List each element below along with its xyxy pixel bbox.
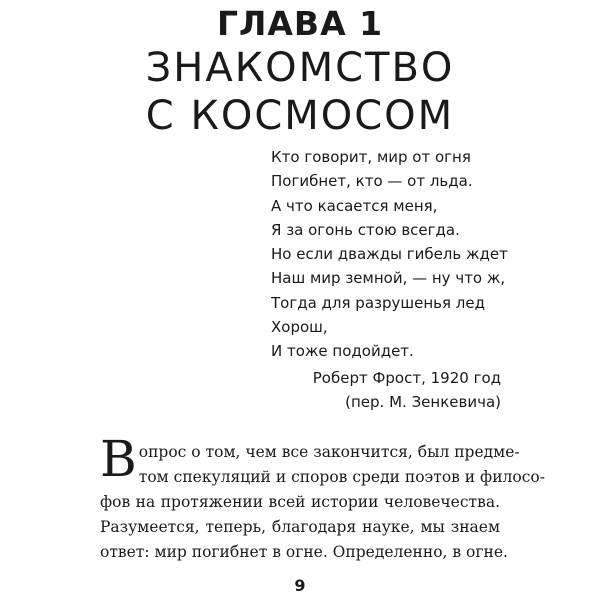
epigraph-translator: (пер. М. Зенкевича) xyxy=(345,393,501,411)
epigraph-line: И тоже подойдет. xyxy=(271,342,414,361)
chapter-title-line-2: С КОСМОСОМ xyxy=(145,93,455,139)
epigraph-line: Наш мир земной, — ну что ж, xyxy=(271,269,506,288)
epigraph-line: А что касается меня, xyxy=(271,196,438,215)
chapter-title xyxy=(0,44,600,140)
body-paragraph xyxy=(100,430,545,565)
epigraph-line: Кто говорит, мир от огня xyxy=(271,148,471,166)
body-line: фов на протяжении всей истории человечества. xyxy=(100,493,500,511)
epigraph-line: Тогда для разрушенья лед xyxy=(271,293,485,312)
epigraph-author: Роберт Фрост, 1920 год xyxy=(312,369,501,387)
page-number: 9 xyxy=(294,576,306,595)
body-line: ответ: мир погибнет в огне. Определенно, в огне. xyxy=(100,543,508,561)
body-line: Разумеется, теперь, благодаря науке, мы знаем xyxy=(100,518,500,536)
chapter-title-line-1: ЗНАКОМСТВО xyxy=(145,45,455,91)
epigraph-line: Но если дважды гибель ждет xyxy=(271,245,508,264)
epigraph-line: Погибнет, кто — от льда. xyxy=(271,172,473,191)
drop-cap: В xyxy=(100,430,137,488)
epigraph-line: Я за огонь стою всегда. xyxy=(271,220,460,239)
epigraph-attribution xyxy=(313,366,501,414)
body-line: том спекуляций и споров среди поэтов и филосо- xyxy=(138,468,545,486)
chapter-label: ГЛАВА 1 xyxy=(216,4,384,43)
epigraph-poem xyxy=(271,145,521,364)
body-line: опрос о том, чем все закончится, был предме- xyxy=(138,443,520,461)
epigraph-line: Хорош, xyxy=(271,318,328,337)
